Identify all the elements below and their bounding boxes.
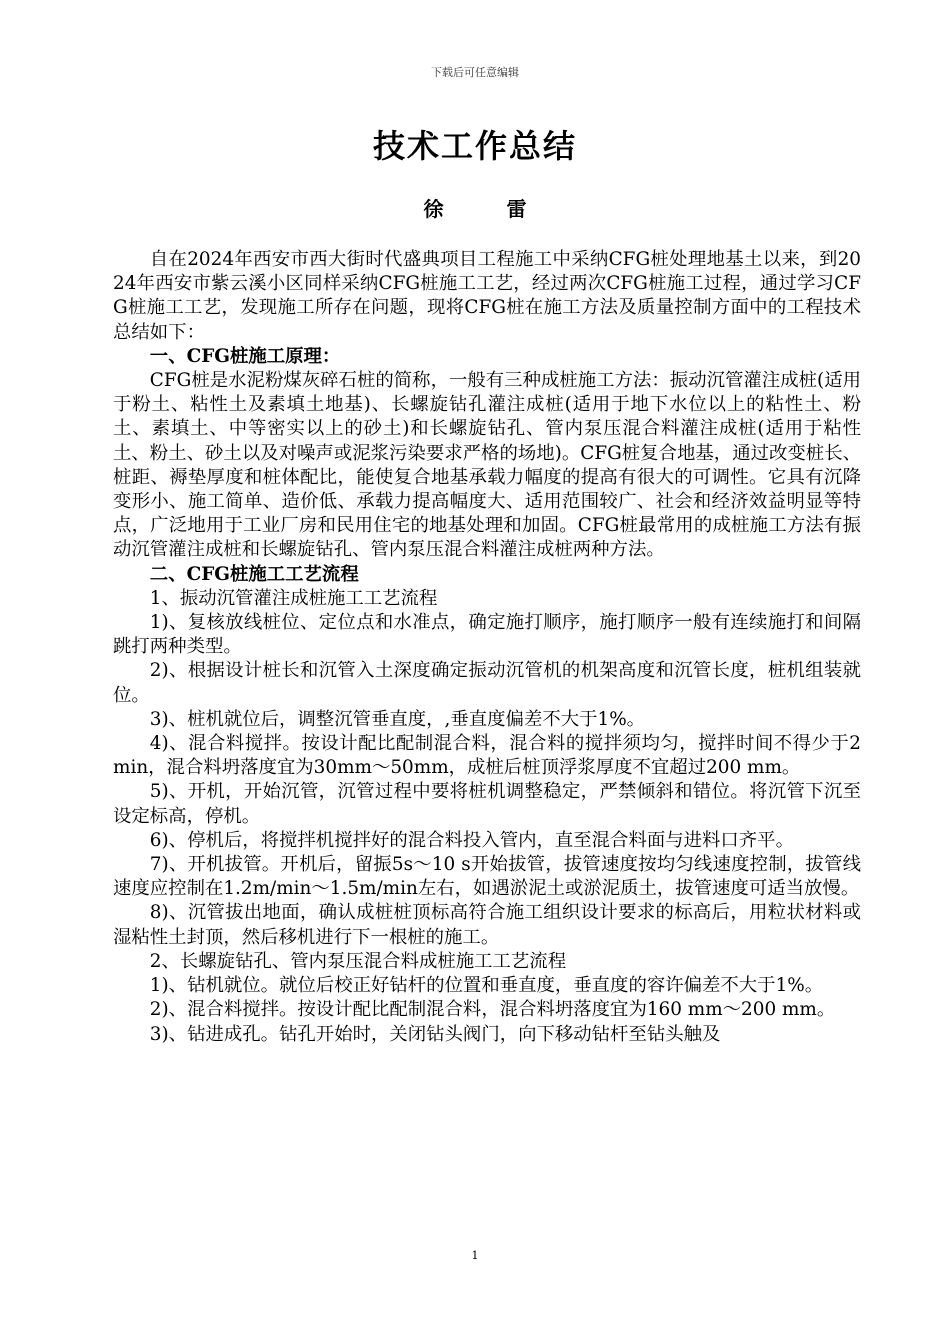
step-paragraph: 1)、钻机就位。就位后校正好钻杆的位置和垂直度，垂直度的容许偏差不大于1%。	[149, 975, 824, 997]
header-note: 下载后可任意编辑	[431, 66, 519, 79]
step-paragraph: 3)、桩机就位后，调整沉管垂直度，,垂直度偏差不大于1%。	[149, 708, 646, 730]
document-body	[113, 248, 861, 1047]
section-heading-principle: 一、CFG桩施工原理：	[149, 345, 341, 367]
step-paragraph: 5)、开机，开始沉管，沉管过程中要将桩机调整稳定，严禁倾斜和错位。将沉管下沉至设定标高，停机。	[113, 781, 861, 827]
step-paragraph: 4)、混合料搅拌。按设计配比配制混合料，混合料的搅拌须均匀，搅拌时间不得少于2 min，混合料坍落度宜为30mm～50mm，成桩后桩顶浮浆厚度不宜超过200 mm。	[113, 733, 861, 779]
step-paragraph: 6)、停机后，将搅拌机搅拌好的混合料投入管内，直至混合料面与进料口齐平。	[149, 829, 794, 851]
step-paragraph: 2)、混合料搅拌。按设计配比配制混合料，混合料坍落度宜为160 mm～200 mm。	[149, 999, 836, 1021]
step-paragraph: 1)、复核放线桩位、定位点和水准点，确定施打顺序，施打顺序一般有连续施打和间隔跳打两种类型。	[113, 612, 861, 658]
document-title: 技术工作总结	[372, 127, 577, 165]
step-paragraph: 3)、钻进成孔。钻孔开始时，关闭钻头阀门，向下移动钻杆至钻头触及	[149, 1023, 721, 1045]
principle-paragraph: CFG桩是水泥粉煤灰碎石桩的简称，一般有三种成桩施工方法：振动沉管灌注成桩(适用于粉土、粘性土及素填土地基)、长螺旋钻孔灌注成桩(适用于地下水位以上的粘性土、粉土、素填土、中等密实以上的砂土)和长螺旋钻孔、管内泵压混合料灌注成桩(适用于粘性土、粉土、砂土以及对噪声或泥浆污染要求严格的场地)。CFG桩复合地基，通过改变桩长、桩距、褥垫厚度和桩体配比，能使复合地基承载力幅度的提高有很大的可调性。它具有沉降变形小、施工简单、造价低、承载力提高幅度大、适用范围较广、社会和经济效益明显等特点，广泛地用于工业厂房和民用住宅的地基处理和加固。CFG桩最常用的成桩施工方法有振动沉管灌注成桩和长螺旋钻孔、管内泵压混合料灌注成桩两种方法。	[113, 370, 861, 561]
author-name: 徐 雷	[423, 197, 555, 221]
page-number: 1	[471, 1249, 479, 1262]
subsection-heading-auger: 2、长螺旋钻孔、管内泵压混合料成桩施工工艺流程	[149, 950, 567, 972]
step-paragraph: 2)、根据设计桩长和沉管入土深度确定振动沉管机的机架高度和沉管长度，桩机组装就位。	[113, 660, 861, 706]
intro-paragraph: 自在2024年西安市西大街时代盛典项目工程施工中采纳CFG桩处理地基土以来，到2024年西安市紫云溪小区同样采纳CFG桩施工工艺，经过两次CFG桩施工过程，通过学习CFG桩施工工艺，发现施工所存在问题，现将CFG桩在施工方法及质量控制方面中的工程技术总结如下：	[113, 249, 861, 343]
document-author	[0, 195, 950, 223]
step-paragraph: 8)、沉管拔出地面，确认成桩桩顶标高符合施工组织设计要求的标高后，用粒状材料或湿粘性土封顶，然后移机进行下一根桩的施工。	[113, 902, 861, 948]
subsection-heading-vibro: 1、振动沉管灌注成桩施工工艺流程	[149, 587, 438, 609]
step-paragraph: 7)、开机拔管。开机后，留振5s～10 s开始拔管，拔管速度按均匀线速度控制，拔管线速度应控制在1.2m/min～1.5m/min左右，如遇淤泥土或淤泥质土，拔管速度可适当放慢。	[113, 854, 861, 900]
section-heading-process: 二、CFG桩施工工艺流程	[149, 563, 359, 585]
